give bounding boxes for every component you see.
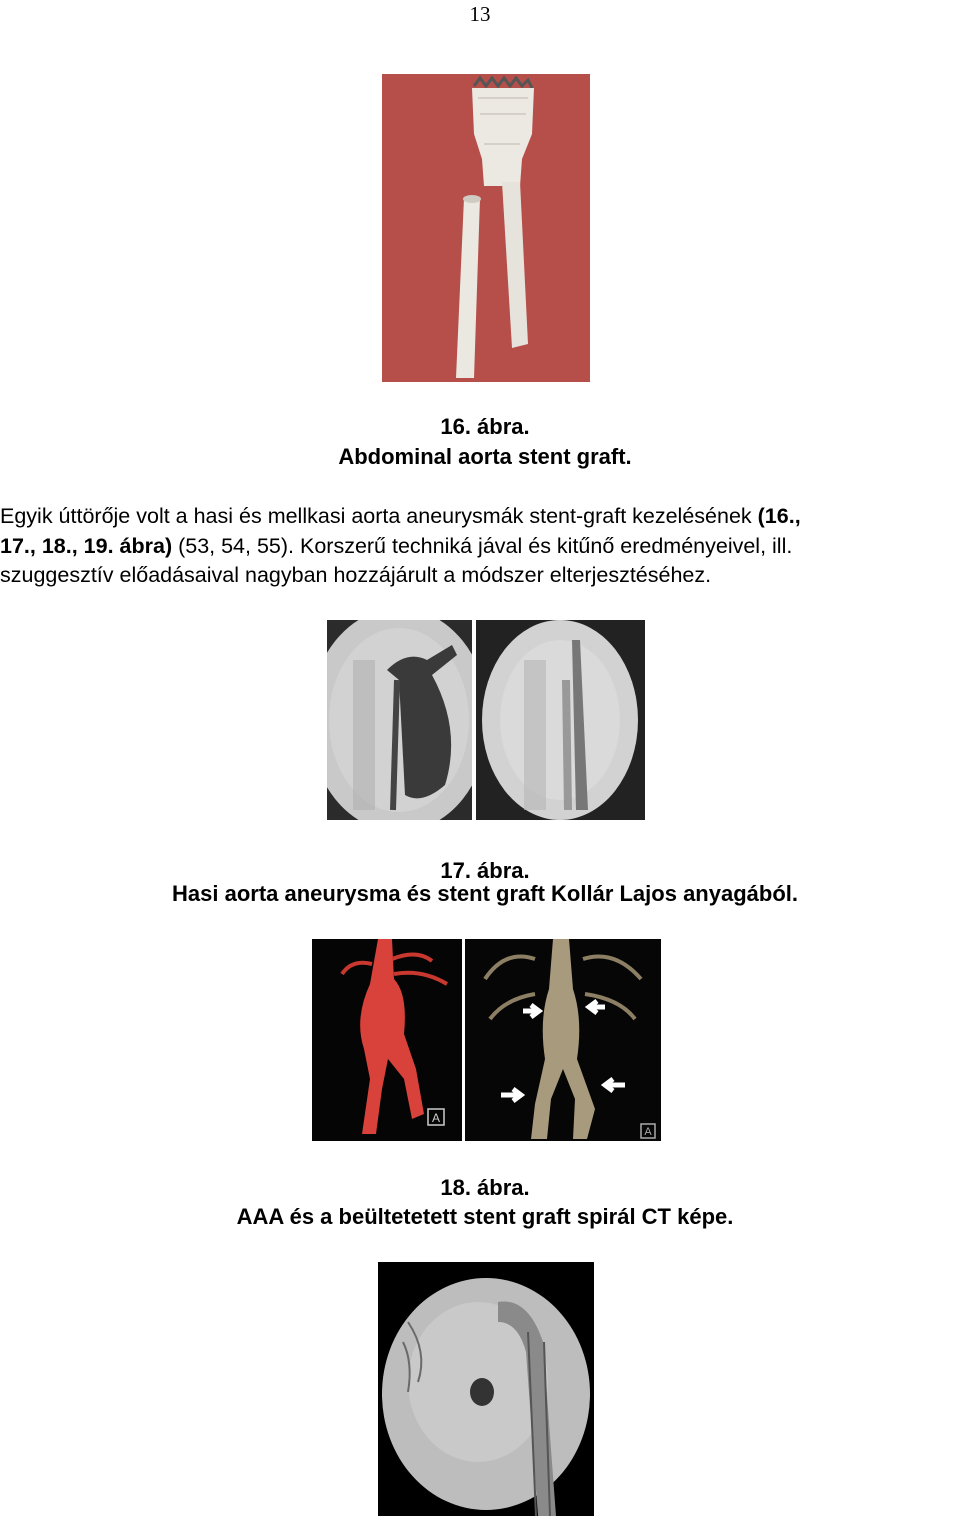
page-number: 13 xyxy=(469,2,491,26)
fluoroscopy-stent-graft-image xyxy=(378,1262,594,1516)
paragraph-line2: (53, 54, 55). Korszerű techniká jával és kitűnő eredményeivel, ill. xyxy=(172,533,793,558)
figure16-caption-number: 16. ábra. xyxy=(440,414,530,439)
figure18-caption-number: 18. ábra. xyxy=(440,1175,530,1200)
stent-graft-photo xyxy=(382,74,590,382)
ct-label-a-left: A xyxy=(431,1111,441,1125)
angiogram-stent-graft-image xyxy=(476,620,645,820)
figure16-caption-title: Abdominal aorta stent graft. xyxy=(338,444,632,469)
figure-reference-17-19: 17., 18., 19. ábra) xyxy=(0,533,173,558)
paragraph-line3: szuggesztív előadásaival nagyban hozzájárult a módszer elterjesztéséhez. xyxy=(0,563,712,587)
figure17-caption-title: Hasi aorta aneurysma és stent graft Kollár Lajos anyagából. xyxy=(172,881,798,906)
figure17-caption-number: 17. ábra. xyxy=(440,858,530,883)
ct-label-a-right: A xyxy=(644,1126,652,1138)
body-paragraph xyxy=(0,502,960,591)
figure18-caption-title: AAA és a beültetetett stent graft spirál CT képe. xyxy=(236,1204,734,1229)
angiogram-aneurysm-image xyxy=(327,620,472,820)
ct-aorta-red-rendering xyxy=(312,939,462,1141)
paragraph-line1: Egyik úttörője volt a hasi és mellkasi aorta aneurysmák stent-graft kezelésének xyxy=(0,504,758,528)
figure-reference-16: (16., xyxy=(757,504,801,528)
ct-aorta-stent-graft-rendering xyxy=(465,939,661,1141)
